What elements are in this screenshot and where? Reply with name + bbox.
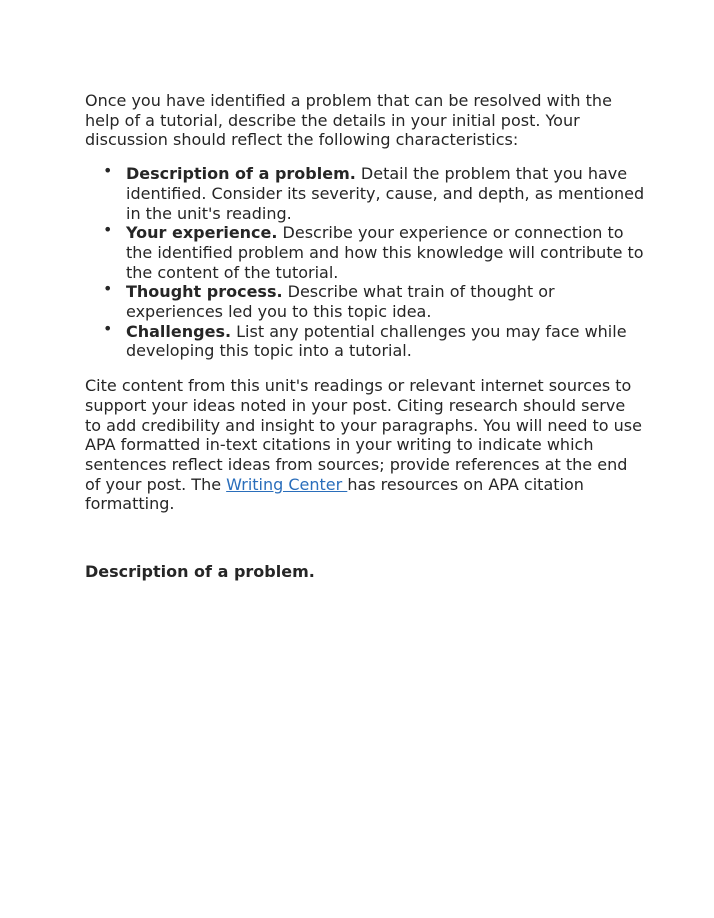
characteristics-list [85,161,645,361]
citation-text: Cite content from this unit's readings or relevant internet sources to support your ideas noted in your post. Citing research should serve to add credibility and insight to your paragraphs. You will need to use APA formatted in-text citations in your writing to indicate which sentences reflect ideas from sources; provide references at the end of your post. The [85,376,642,494]
citation-text-end: has resources on APA citation formatting. [85,474,584,514]
document-page [85,91,645,582]
list-item [103,161,645,223]
item-text: List any potential challenges you may face while developing this topic into a tutorial. [126,321,627,361]
bullet-icon: • [103,220,113,240]
bullet-icon: • [103,161,113,181]
item-text: Detail the problem that you have identified. Consider its severity, cause, and depth, as mentioned in the unit's reading. [126,164,645,223]
item-title: Thought process. [126,282,283,302]
item-title: Description of a problem. [126,164,356,184]
list-item [103,279,645,322]
section-heading: Description of a problem. [85,562,315,582]
list-item [103,220,645,282]
citation-paragraph [85,376,645,514]
item-text: Describe what train of thought or experiences led you to this topic idea. [126,282,555,322]
intro-paragraph: Once you have identified a problem that can be resolved with the help of a tutorial, describe the details in your initial post. Your discussion should reflect the following characteristics: [85,91,612,150]
item-title: Challenges. [126,321,232,341]
list-item [103,318,645,361]
writing-center-link[interactable]: Writing Center [226,474,348,494]
item-text: Describe your experience or connection to the identified problem and how this knowledge will contribute to the content of the tutorial. [126,223,644,282]
bullet-icon: • [103,279,113,299]
item-title: Your experience. [126,223,278,243]
bullet-icon: • [103,318,113,338]
